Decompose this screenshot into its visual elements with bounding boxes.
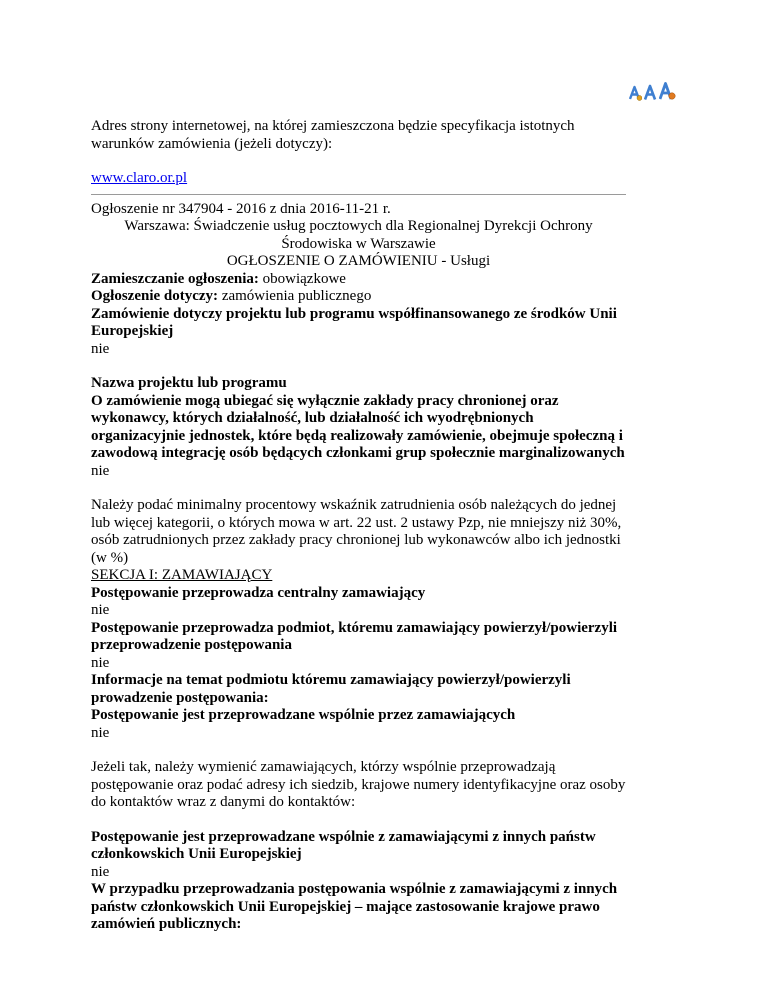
posting-value: obowiązkowe [258, 270, 346, 287]
posting-row [91, 271, 626, 289]
notice-subject-line-2: Środowiska w Warszawie [281, 235, 436, 252]
eu-joint-answer: nie [91, 863, 110, 880]
entrusted-answer: nie [91, 654, 110, 671]
project-name-label: Nazwa projektu lub programu [91, 375, 287, 391]
font-size-large-icon[interactable] [659, 81, 676, 101]
joint-question: Postępowanie jest przeprowadzane wspólnie przez zamawiających [91, 707, 516, 723]
joint-answer: nie [91, 724, 110, 741]
notice-document [91, 118, 626, 934]
font-size-medium-icon[interactable] [644, 84, 657, 101]
eu-joint-question: Postępowanie jest przeprowadzane wspólnie z zamawiającymi z innych państw członkowskich Unii Europejskiej [91, 828, 596, 862]
section-heading: SEKCJA I: ZAMAWIAJĄCY [91, 567, 273, 583]
central-question: Postępowanie przeprowadza centralny zamawiający [91, 584, 426, 601]
website-link[interactable]: www.claro.or.pl [91, 170, 188, 186]
eu-project-answer: nie [91, 340, 110, 357]
notice-subject-line-1: Warszawa: Świadczenie usług pocztowych dla Regionalnej Dyrekcji Ochrony [124, 218, 593, 234]
joint-details-text: Jeżeli tak, należy wymienić zamawiających, którzy wspólnie przeprowadzają postępowanie oraz podać adresy ich siedzib, krajowe numery identyfikacyjne oraz osoby do kontaktów wraz z danymi do kontaktów: [91, 759, 626, 810]
posting-label: Zamieszczanie ogłoszenia: [91, 270, 259, 287]
min-percent-text: Należy podać minimalny procentowy wskaźnik zatrudnienia osób należących do jednej lub więcej kategorii, o których mowa w art. 22 ust. 2 ustawy Pzp, nie mniejszy niż 30%, osób zatrudnionych przez zakłady pracy chronionej lub wykonawców albo ich jednostki (w %) [91, 497, 622, 566]
sheltered-answer: nie [91, 462, 110, 479]
eu-law-question: W przypadku przeprowadzania postępowania wspólnie z zamawiającymi z innych państw członkowskich Unii Europejskiej – mające zastosowanie krajowe prawo zamówień publicznych: [91, 881, 618, 932]
entity-info-label: Informacje na temat podmiotu któremu zamawiający powierzył/powierzyli prowadzenie postępowania: [91, 672, 571, 706]
eu-project-question: Zamówienie dotyczy projektu lub programu współfinansowanego ze środków Unii Europejskiej [91, 305, 617, 339]
notice-number: Ogłoszenie nr 347904 - 2016 z dnia 2016-11-21 r. [91, 200, 391, 217]
sheltered-question: O zamówienie mogą ubiegać się wyłącznie zakłady pracy chronionej oraz wykonawcy, których działalność, lub działalność ich wyodrębnionych organizacyjnie jednostek, które będą realizowały zamówienie, obejmuje społeczną i zawodową integrację osób będących członkami grup społecznie marginalizowanych [91, 392, 625, 461]
central-answer: nie [91, 602, 110, 618]
intro-text: Adres strony internetowej, na której zamieszczona będzie specyfikacja istotnych warunków zamówienia (jeżeli dotyczy): [91, 118, 575, 152]
divider [91, 194, 626, 195]
concerns-value: zamówienia publicznego [218, 288, 372, 304]
concerns-label: Ogłoszenie dotyczy: [91, 288, 219, 304]
concerns-row [91, 288, 626, 306]
notice-type: OGŁOSZENIE O ZAMÓWIENIU - Usługi [226, 253, 491, 269]
font-size-controls [629, 81, 676, 101]
entrusted-question: Postępowanie przeprowadza podmiot, któremu zamawiający powierzył/powierzyli przeprowadzenie postępowania [91, 619, 618, 653]
font-size-small-icon[interactable] [629, 85, 642, 101]
